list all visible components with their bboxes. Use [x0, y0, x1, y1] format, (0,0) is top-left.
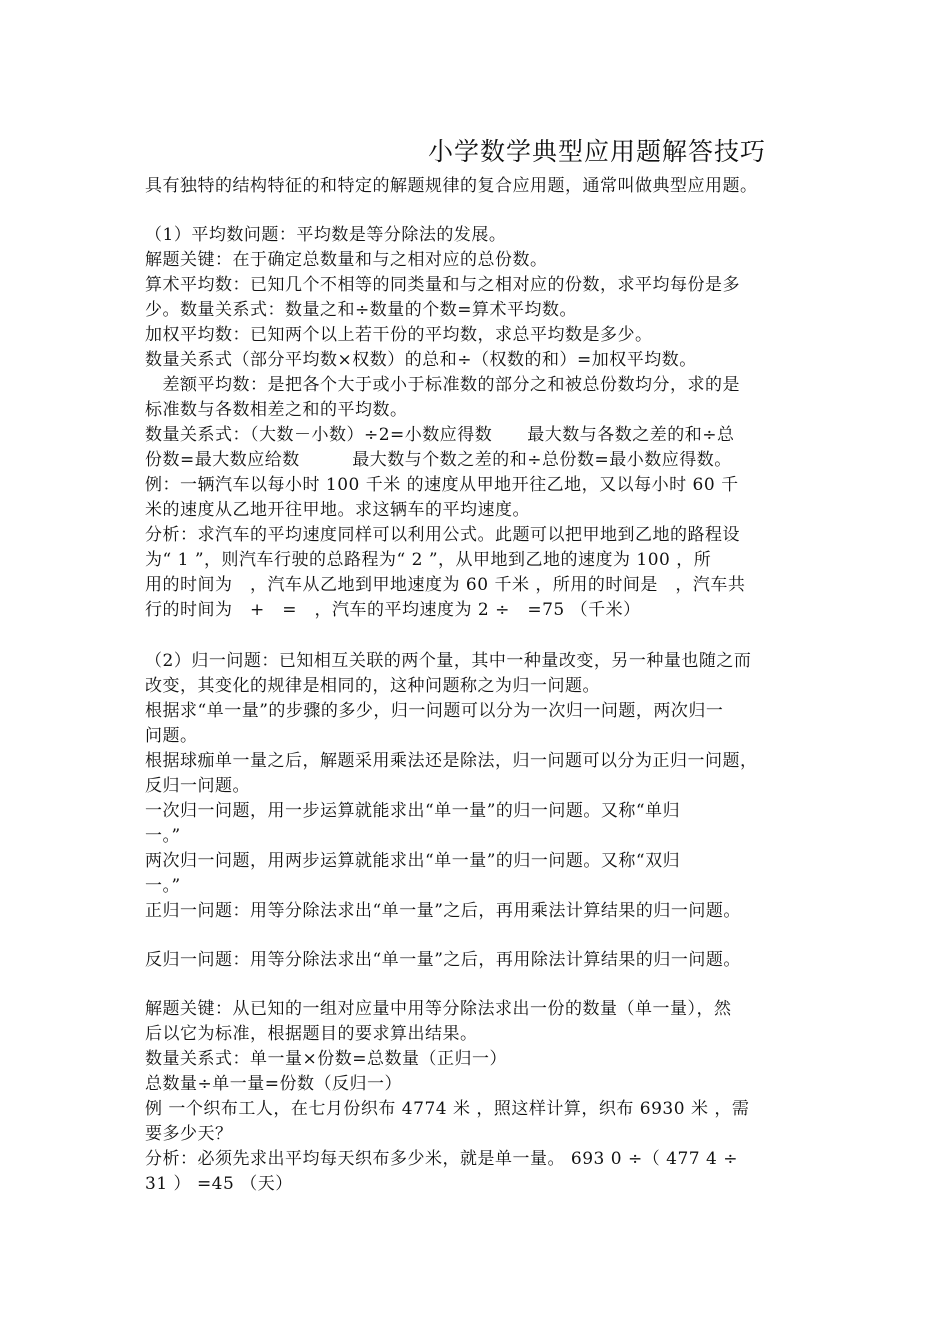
text-line: 正归一问题：用等分除法求出“单一量”之后，再用乘法计算结果的归一问题。 — [145, 901, 741, 921]
example-line: 例：一辆汽车以每小时 100 千米 的速度从甲地开往乙地，又以每小时 60 千 — [145, 475, 739, 495]
text-line: 数量关系式：（大数－小数）÷2=小数应得数 最大数与各数之差的和÷总 — [145, 425, 735, 445]
text-line: 份数=最大数应给数 最大数与个数之差的和÷总份数=最小数应得数。 — [145, 450, 732, 470]
text-line: 根据球痂单一量之后，解题采用乘法还是除法，归一问题可以分为正归一问题， — [145, 751, 758, 771]
example-line: 米的速度从乙地开往甲地。求这辆车的平均速度。 — [145, 500, 530, 520]
text-line: 根据求“单一量”的步骤的多少，归一问题可以分为一次归一问题，两次归一 — [145, 701, 724, 721]
text-line: 一。” — [145, 826, 181, 846]
text-line: 加权平均数：已知两个以上若干份的平均数，求总平均数是多少。 — [145, 325, 653, 345]
document-title: 小学数学典型应用题解答技巧 — [428, 137, 767, 166]
text-line: 总数量÷单一量=份数（反归一） — [145, 1074, 402, 1094]
text-line: 问题。 — [145, 726, 198, 746]
text-line: 差额平均数：是把各个大于或小于标准数的部分之和被总份数均分，求的是 — [145, 375, 740, 395]
text-line: 算术平均数：已知几个不相等的同类量和与之相对应的份数，求平均每份是多 — [145, 275, 740, 295]
example-line: 要多少天？ — [145, 1124, 233, 1144]
analysis-line: 分析：求汽车的平均速度同样可以利用公式。此题可以把甲地到乙地的路程设 — [145, 525, 740, 545]
text-line: 改变，其变化的规律是相同的，这种问题称之为归一问题。 — [145, 676, 600, 696]
text-line: 标准数与各数相差之和的平均数。 — [145, 400, 408, 420]
section-2-heading: （2）归一问题：已知相互关联的两个量，其中一种量改变，另一种量也随之而 — [145, 651, 752, 671]
text-line: 解题关键：从已知的一组对应量中用等分除法求出一份的数量（单一量），然 — [145, 999, 732, 1019]
text-line: 一。” — [145, 876, 181, 896]
text-line: 后以它为标准，根据题目的要求算出结果。 — [145, 1024, 478, 1044]
text-line: 一次归一问题，用一步运算就能求出“单一量”的归一问题。又称“单归 — [145, 801, 681, 821]
text-line: 数量关系式（部分平均数×权数）的总和÷（权数的和）=加权平均数。 — [145, 350, 697, 370]
analysis-line: 用的时间为 ，汽车从乙地到甲地速度为 60 千米 ，所用的时间是 ，汽车共 — [145, 575, 746, 595]
text-line: 解题关键：在于确定总数量和与之相对应的总份数。 — [145, 250, 548, 270]
text-line: 反归一问题：用等分除法求出“单一量”之后，再用除法计算结果的归一问题。 — [145, 950, 741, 970]
text-line: 少。数量关系式：数量之和÷数量的个数=算术平均数。 — [145, 300, 577, 320]
section-1-heading: （1）平均数问题：平均数是等分除法的发展。 — [145, 225, 507, 245]
analysis-line: 为“ 1 ”，则汽车行驶的总路程为“ 2 ”，从甲地到乙地的速度为 100 ，所 — [145, 550, 712, 570]
analysis-line: 分析：必须先求出平均每天织布多少米，就是单一量。 693 0 ÷（ 477 4 ÷ — [145, 1149, 738, 1169]
analysis-line: 行的时间为 + = ，汽车的平均速度为 2 ÷ =75 （千米） — [145, 600, 641, 620]
text-line: 两次归一问题，用两步运算就能求出“单一量”的归一问题。又称“双归 — [145, 851, 681, 871]
text-line: 数量关系式：单一量×份数=总数量（正归一） — [145, 1049, 507, 1069]
example-line: 例 一个织布工人，在七月份织布 4774 米 ，照这样计算，织布 6930 米 ，需 — [145, 1099, 750, 1119]
text-line: 反归一问题。 — [145, 776, 250, 796]
analysis-line: 31 ） =45 （天） — [145, 1174, 293, 1194]
intro-line: 具有独特的结构特征的和特定的解题规律的复合应用题，通常叫做典型应用题。 — [145, 176, 758, 196]
